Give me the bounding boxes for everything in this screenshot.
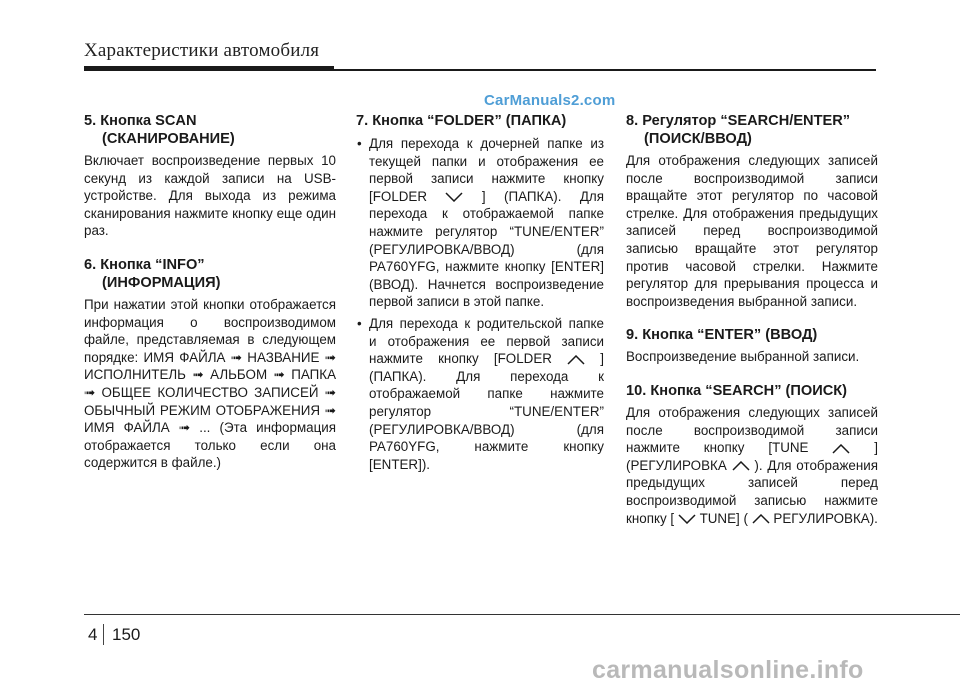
section-heading: 9. Кнопка “ENTER” (ВВОД)	[626, 327, 818, 344]
chevron-up-icon	[752, 514, 770, 524]
section-scan	[84, 112, 336, 240]
chevron-up-icon	[732, 461, 750, 471]
section-text: При нажатии этой кнопки отображается информация о воспроизводимом файле, представляемая в следующем порядке: ИМЯ ФАЙЛА ➟ НАЗВАНИЕ ➟ ИСПОЛНИТЕЛЬ ➟ АЛЬБОМ ➟ ПАПКА ➟ ОБЩЕЕ КОЛИЧЕСТВО ЗАПИСЕЙ ➟ ОБЫЧНЫЙ РЕЖИМ ОТОБРАЖЕНИЯ ➟ ИМЯ ФАЙЛА ➟ ... (Эта информация отображается только если она содержится в файле.)	[84, 296, 336, 471]
bullet-list	[356, 135, 604, 473]
text-run: РЕГУЛИРОВКА).	[773, 510, 878, 526]
page-number-divider	[103, 624, 104, 645]
chevron-down-icon	[678, 514, 696, 524]
section-heading: 10. Кнопка “SEARCH” (ПОИСК)	[626, 382, 848, 399]
header-rule-thin	[334, 69, 876, 71]
bullet-text: ] (ПАПКА). Для перехода к отображаемой папке нажмите регулятор “TUNE/ENTER” (РЕГУЛИРОВКА/ВВОД) (для PA760YFG, нажмите кнопку [ENTER]).	[369, 351, 604, 472]
text-run: ). Для отображения предыдущих записей перед воспроизводимой записью нажмите кнопку [	[626, 457, 878, 526]
text-run: ] (РЕГУЛИРОВКА	[626, 440, 878, 473]
section-text	[626, 404, 878, 527]
section-enter	[626, 326, 878, 366]
text-run: Для отображения следующих записей после воспроизводимой записи нажмите кнопку [TUNE	[626, 404, 878, 456]
text-run: TUNE] (	[699, 510, 748, 526]
heading-subline: (СКАНИРОВАНИЕ)	[102, 131, 235, 147]
chevron-up-icon	[567, 355, 585, 365]
section-search-enter	[626, 112, 878, 310]
section-heading	[84, 256, 336, 292]
page-header-title: Характеристики автомобиля	[84, 40, 320, 61]
watermark-bottom: carmanualsonline.info	[592, 656, 864, 684]
heading-line: 5. Кнопка SCAN	[84, 113, 197, 129]
watermark-top: CarManuals2.com	[484, 92, 616, 109]
section-folder	[356, 112, 604, 473]
bullet-text: Для перехода к родительской папке и отображения ее первой записи нажмите кнопку [FOLDER	[369, 315, 604, 367]
page-number: 150	[112, 625, 141, 644]
section-text: Включает воспроизведение первых 10 секунд из каждой записи на USB-устройстве. Для выхода из режима сканирования нажмите кнопку еще один раз.	[84, 153, 336, 239]
heading-subline: (ИНФОРМАЦИЯ)	[102, 274, 221, 291]
section-heading	[626, 112, 878, 148]
footer-rule	[84, 614, 960, 615]
chevron-up-icon	[832, 444, 850, 454]
heading-subline: (ПОИСК/ВВОД)	[644, 131, 752, 147]
section-heading: 7. Кнопка “FOLDER” (ПАПКА)	[356, 113, 567, 129]
section-text: Воспроизведение выбранной записи.	[626, 349, 860, 365]
column-3	[626, 112, 878, 543]
list-item	[356, 135, 604, 311]
section-info	[84, 256, 336, 472]
heading-line: 8. Регулятор “SEARCH/ENTER”	[626, 113, 851, 129]
section-text: Для отображения следующих записей после воспроизводимой записи вращайте этот регулятор по часовой стрелке. Для отображения предыдущих записей перед воспроизводимой записью вращайте этот регулятор против часовой стрелки. Нажмите регулятор для прерывания процесса и воспроизведения выбранной записи.	[626, 153, 878, 309]
heading-line: 6. Кнопка “INFO”	[84, 256, 205, 273]
list-item	[356, 315, 604, 473]
header-rule-thick	[84, 66, 334, 71]
column-2	[356, 112, 604, 489]
bullet-text: Для перехода к дочерней папке из текущей папки и отображения ее первой записи нажмите кнопку [FOLDER	[369, 136, 604, 204]
column-1	[84, 112, 336, 488]
chevron-down-icon	[445, 192, 463, 202]
bullet-text: ] (ПАПКА). Для перехода к отображаемой папке нажмите регулятор “TUNE/ENTER” (РЕГУЛИРОВКА/ВВОД) (для PA760YFG, нажмите кнопку [ENTER] (ВВОД). Начнется воспроизведение первой записи в этой папке.	[369, 188, 604, 310]
chapter-number: 4	[88, 625, 98, 644]
section-heading	[84, 112, 336, 148]
section-search	[626, 382, 878, 527]
